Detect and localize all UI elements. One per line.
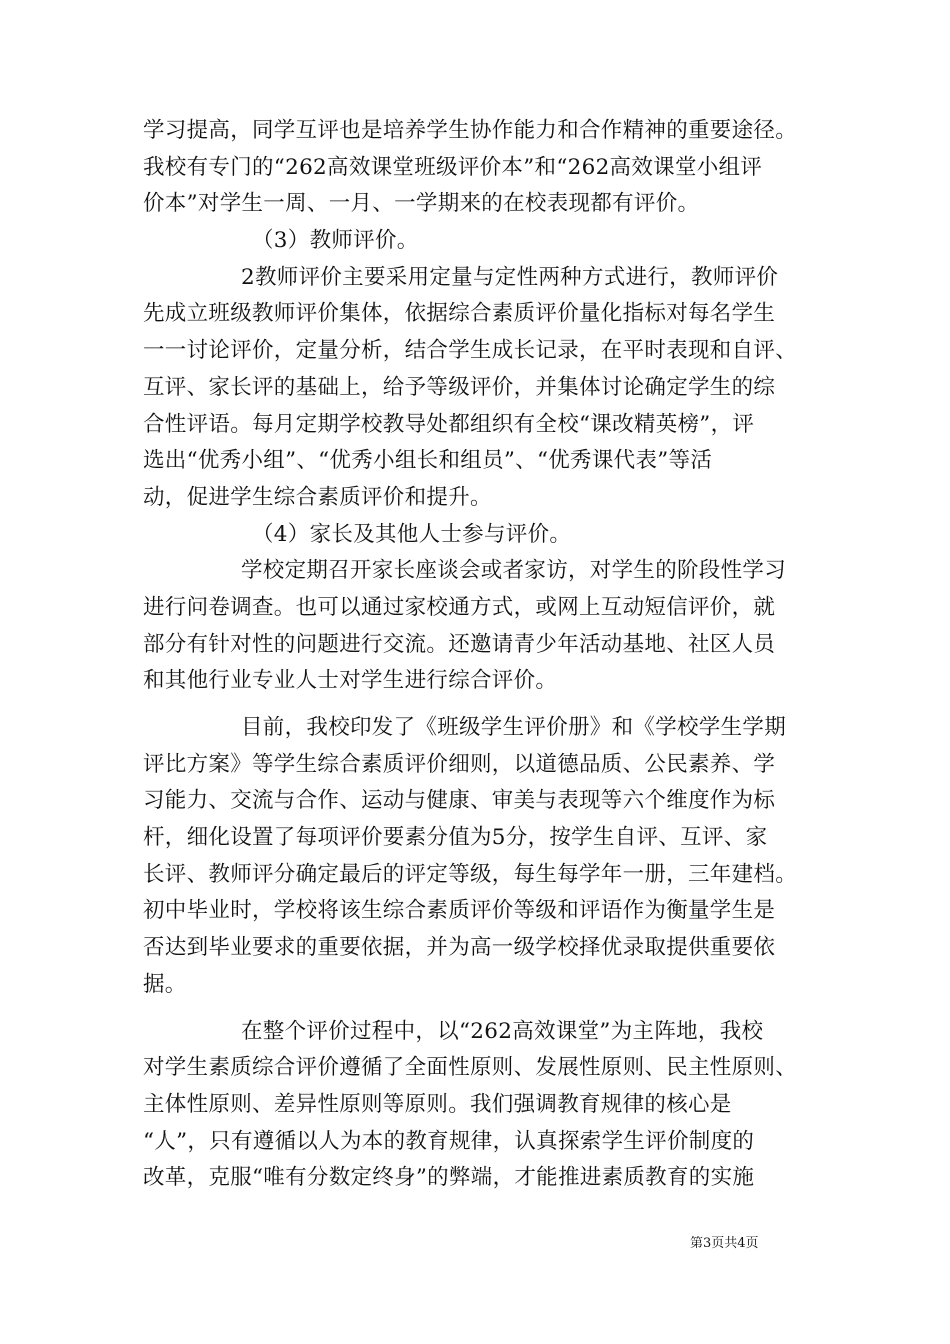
text-line: 长评、教师评分确定最后的评定等级，每生每学年一册，三年建档。 [143, 861, 798, 887]
text-line: 选出“优秀小组”、“优秀小组长和组员”、“优秀课代表”等活 [143, 448, 713, 474]
text-line: 改革，克服“唯有分数定终身”的弊端，才能推进素质教育的实施 [143, 1165, 755, 1191]
text-line: 习能力、交流与合作、运动与健康、审美与表现等六个维度作为标 [143, 788, 776, 814]
page-number-footer: 第3页共4页 [690, 1236, 759, 1251]
text-line: 进行问卷调查。也可以通过家校通方式，或网上互动短信评价，就 [143, 594, 776, 620]
text-line: 和其他行业专业人士对学生进行综合评价。 [143, 668, 558, 694]
text-line: 部分有针对性的问题进行交流。还邀请青少年活动基地、社区人员 [143, 631, 776, 657]
text-line: 否达到毕业要求的重要依据，并为高一级学校择优录取提供重要依 [143, 935, 776, 961]
text-line: 初中毕业时，学校将该生综合素质评价等级和评语作为衡量学生是 [143, 898, 776, 924]
text-line: 主体性原则、差异性原则等原则。我们强调教育规律的核心是 [143, 1091, 732, 1117]
text-line: 目前，我校印发了《班级学生评价册》和《学校学生学期 [241, 715, 787, 740]
text-line: 对学生素质综合评价遵循了全面性原则、发展性原则、民主性原则、 [143, 1055, 798, 1081]
text-line: 在整个评价过程中，以“262高效课堂”为主阵地，我校 [241, 1018, 764, 1044]
text-line: 学校定期召开家长座谈会或者家访，对学生的阶段性学习 [241, 558, 787, 584]
text-line: 价本”对学生一周、一月、一学期来的在校表现都有评价。 [143, 191, 700, 217]
document-body [143, 113, 813, 1197]
text-line: 我校有专门的“262高效课堂班级评价本”和“262高效课堂小组评 [143, 154, 763, 180]
section-heading-teacher-eval: （3）教师评价。 [252, 228, 419, 254]
text-line: 2教师评价主要采用定量与定性两种方式进行，教师评价 [241, 264, 779, 290]
text-line: 一一讨论评价，定量分析，结合学生成长记录，在平时表现和自评、 [143, 338, 798, 364]
text-line: 评比方案》等学生综合素质评价细则，以道德品质、公民素养、学 [143, 751, 776, 777]
text-line: 杆，细化设置了每项评价要素分值为5分，按学生自评、互评、家 [143, 825, 768, 851]
text-line: 互评、家长评的基础上，给予等级评价，并集体讨论确定学生的综 [143, 374, 776, 400]
text-line: “人”，只有遵循以人为本的教育规律，认真探索学生评价制度的 [143, 1128, 755, 1154]
text-line: 据。 [143, 971, 187, 997]
text-line: 动，促进学生综合素质评价和提升。 [143, 484, 492, 510]
text-line: 先成立班级教师评价集体，依据综合素质评价量化指标对每名学生 [143, 301, 776, 327]
section-heading-parent-eval: （4）家长及其他人士参与评价。 [252, 521, 572, 547]
text-line: 学习提高，同学互评也是培养学生协作能力和合作精神的重要途径。 [143, 118, 798, 143]
text-line: 合性评语。每月定期学校教导处都组织有全校“课改精英榜”，评 [143, 411, 755, 437]
